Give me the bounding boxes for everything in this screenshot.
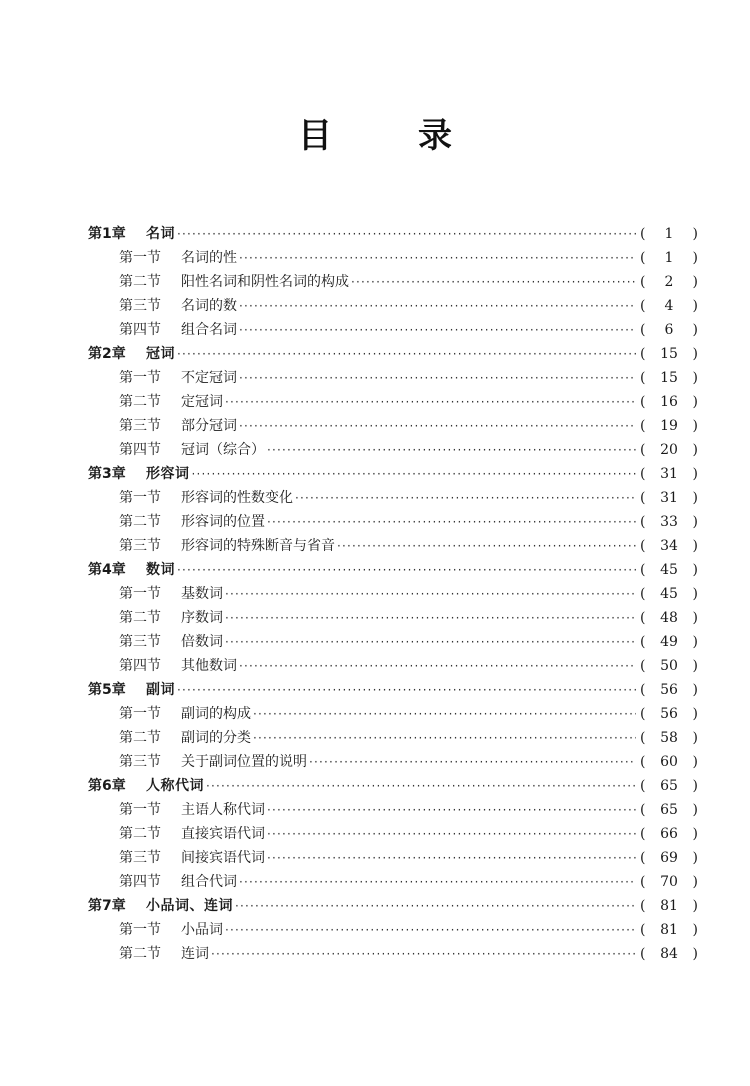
page-number-value: 31	[660, 490, 678, 506]
section-title: 定冠词	[181, 394, 223, 410]
page-number-value: 50	[660, 658, 678, 674]
chapter-title: 数词	[146, 562, 175, 578]
toc-section-row	[0, 630, 750, 654]
page-number: ( 31 )	[640, 486, 698, 510]
section-title: 组合代词	[181, 874, 237, 890]
dot-leader	[239, 366, 636, 390]
section-title: 阳性名词和阴性名词的构成	[181, 274, 349, 290]
page-number: ( 15 )	[640, 366, 698, 390]
toc-section-row	[0, 918, 750, 942]
page-number: ( 19 )	[640, 414, 698, 438]
section-title: 直接宾语代词	[181, 826, 265, 842]
section-number: 第三节	[119, 850, 161, 866]
section-number: 第二节	[119, 946, 161, 962]
section-number: 第一节	[119, 802, 161, 818]
dot-leader	[206, 774, 636, 798]
section-number: 第三节	[119, 754, 161, 770]
page-number-value: 65	[660, 778, 678, 794]
section-title: 间接宾语代词	[181, 850, 265, 866]
section-number: 第二节	[119, 514, 161, 530]
section-title: 序数词	[181, 610, 223, 626]
chapter-number: 第1章	[88, 226, 126, 242]
dot-leader	[225, 390, 636, 414]
section-number: 第一节	[119, 370, 161, 386]
section-title: 名词的性	[181, 250, 237, 266]
section-title: 连词	[181, 946, 209, 962]
section-number: 第四节	[119, 874, 161, 890]
toc-section-row	[0, 606, 750, 630]
page-number-value: 81	[660, 898, 678, 914]
dot-leader	[239, 294, 636, 318]
section-title: 冠词（综合）	[181, 442, 265, 458]
toc-chapter-row	[0, 678, 750, 702]
toc-chapter-row	[0, 774, 750, 798]
page-number-value: 4	[664, 298, 674, 314]
dot-leader	[177, 558, 636, 582]
page-number: ( 84 )	[640, 942, 698, 966]
page-number-value: 65	[660, 802, 678, 818]
page-number: ( 4 )	[640, 294, 698, 318]
page-number-value: 69	[660, 850, 678, 866]
section-title: 不定冠词	[181, 370, 237, 386]
section-number: 第二节	[119, 274, 161, 290]
page-number: ( 15 )	[640, 342, 698, 366]
dot-leader	[337, 534, 636, 558]
toc-section-row	[0, 534, 750, 558]
page-number-value: 1	[664, 226, 674, 242]
dot-leader	[225, 630, 636, 654]
page-number: ( 56 )	[640, 678, 698, 702]
page-number: ( 56 )	[640, 702, 698, 726]
page-number: ( 65 )	[640, 774, 698, 798]
dot-leader	[267, 798, 636, 822]
dot-leader	[239, 318, 636, 342]
dot-leader	[211, 942, 636, 966]
toc-chapter-row	[0, 558, 750, 582]
section-number: 第一节	[119, 922, 161, 938]
toc-section-row	[0, 294, 750, 318]
page-number: ( 45 )	[640, 558, 698, 582]
toc-section-row	[0, 846, 750, 870]
page-number-value: 15	[660, 370, 678, 386]
chapter-number: 第6章	[88, 778, 126, 794]
section-title: 形容词的特殊断音与省音	[181, 538, 335, 554]
section-title: 其他数词	[181, 658, 237, 674]
section-title: 副词的构成	[181, 706, 251, 722]
page-number-value: 56	[660, 706, 678, 722]
page-number-value: 20	[660, 442, 678, 458]
chapter-title: 副词	[146, 682, 175, 698]
toc-section-row	[0, 822, 750, 846]
page-number: ( 1 )	[640, 222, 698, 246]
page-number: ( 33 )	[640, 510, 698, 534]
section-number: 第三节	[119, 418, 161, 434]
chapter-title: 小品词、连词	[146, 898, 233, 914]
page-number: ( 50 )	[640, 654, 698, 678]
page-number: ( 45 )	[640, 582, 698, 606]
page-number: ( 31 )	[640, 462, 698, 486]
section-number: 第四节	[119, 322, 161, 338]
toc-section-row	[0, 702, 750, 726]
dot-leader	[253, 726, 636, 750]
section-title: 副词的分类	[181, 730, 251, 746]
chapter-number: 第4章	[88, 562, 126, 578]
section-number: 第一节	[119, 586, 161, 602]
chapter-title: 冠词	[146, 346, 175, 362]
page-number: ( 58 )	[640, 726, 698, 750]
toc-section-row	[0, 414, 750, 438]
page-number: ( 20 )	[640, 438, 698, 462]
section-title: 形容词的位置	[181, 514, 265, 530]
toc-section-row	[0, 438, 750, 462]
toc-chapter-row	[0, 222, 750, 246]
dot-leader	[177, 342, 636, 366]
section-title: 组合名词	[181, 322, 237, 338]
page-number-value: 56	[660, 682, 678, 698]
section-number: 第三节	[119, 538, 161, 554]
page-number: ( 60 )	[640, 750, 698, 774]
section-number: 第四节	[119, 442, 161, 458]
section-number: 第二节	[119, 826, 161, 842]
section-number: 第二节	[119, 610, 161, 626]
page-number-value: 2	[664, 274, 674, 290]
dot-leader	[225, 606, 636, 630]
section-title: 关于副词位置的说明	[181, 754, 307, 770]
toc-section-row	[0, 366, 750, 390]
dot-leader	[267, 846, 636, 870]
page-number-value: 66	[660, 826, 678, 842]
toc-section-row	[0, 582, 750, 606]
toc-section-row	[0, 942, 750, 966]
toc-section-row	[0, 798, 750, 822]
dot-leader	[267, 438, 636, 462]
page-number: ( 65 )	[640, 798, 698, 822]
page-number: ( 66 )	[640, 822, 698, 846]
chapter-title: 人称代词	[146, 778, 204, 794]
page-number-value: 19	[660, 418, 678, 434]
page-number-value: 34	[660, 538, 678, 554]
page-number-value: 6	[664, 322, 674, 338]
dot-leader	[267, 510, 636, 534]
toc-chapter-row	[0, 462, 750, 486]
page-number: ( 48 )	[640, 606, 698, 630]
page-number-value: 33	[660, 514, 678, 530]
section-number: 第四节	[119, 658, 161, 674]
page-number-value: 45	[660, 586, 678, 602]
chapter-number: 第2章	[88, 346, 126, 362]
page-number-value: 60	[660, 754, 678, 770]
toc-chapter-row	[0, 342, 750, 366]
section-title: 基数词	[181, 586, 223, 602]
dot-leader	[239, 654, 636, 678]
page-number-value: 1	[664, 250, 674, 266]
section-title: 形容词的性数变化	[181, 490, 293, 506]
page-number: ( 6 )	[640, 318, 698, 342]
chapter-title: 名词	[146, 226, 175, 242]
section-number: 第三节	[119, 298, 161, 314]
page-number-value: 58	[660, 730, 678, 746]
chapter-number: 第7章	[88, 898, 126, 914]
toc-section-row	[0, 510, 750, 534]
section-title: 倍数词	[181, 634, 223, 650]
section-number: 第三节	[119, 634, 161, 650]
page-number: ( 70 )	[640, 870, 698, 894]
chapter-title: 形容词	[146, 466, 190, 482]
page-number-value: 70	[660, 874, 678, 890]
dot-leader	[253, 702, 636, 726]
dot-leader	[225, 582, 636, 606]
section-title: 名词的数	[181, 298, 237, 314]
toc-section-row	[0, 390, 750, 414]
dot-leader	[177, 678, 636, 702]
page-number: ( 81 )	[640, 918, 698, 942]
dot-leader	[235, 894, 636, 918]
toc-section-row	[0, 726, 750, 750]
toc-section-row	[0, 318, 750, 342]
section-number: 第一节	[119, 706, 161, 722]
page-number: ( 34 )	[640, 534, 698, 558]
section-number: 第一节	[119, 250, 161, 266]
chapter-number: 第3章	[88, 466, 126, 482]
toc-chapter-row	[0, 894, 750, 918]
page-number: ( 49 )	[640, 630, 698, 654]
dot-leader	[295, 486, 636, 510]
toc-section-row	[0, 486, 750, 510]
page-number-value: 81	[660, 922, 678, 938]
dot-leader	[239, 414, 636, 438]
page-number-value: 15	[660, 346, 678, 362]
toc-section-row	[0, 270, 750, 294]
section-title: 小品词	[181, 922, 223, 938]
dot-leader	[177, 222, 636, 246]
dot-leader	[309, 750, 636, 774]
toc-section-row	[0, 654, 750, 678]
toc-section-row	[0, 246, 750, 270]
page-number-value: 45	[660, 562, 678, 578]
chapter-number: 第5章	[88, 682, 126, 698]
page-number: ( 1 )	[640, 246, 698, 270]
section-title: 主语人称代词	[181, 802, 265, 818]
page-title: 目 录	[298, 116, 478, 156]
page-number-value: 48	[660, 610, 678, 626]
section-number: 第一节	[119, 490, 161, 506]
section-title: 部分冠词	[181, 418, 237, 434]
page-number-value: 49	[660, 634, 678, 650]
dot-leader	[192, 462, 637, 486]
page-number-value: 84	[660, 946, 678, 962]
toc-section-row	[0, 750, 750, 774]
page-number: ( 16 )	[640, 390, 698, 414]
page-number-value: 16	[660, 394, 678, 410]
section-number: 第二节	[119, 394, 161, 410]
dot-leader	[267, 822, 636, 846]
dot-leader	[351, 270, 636, 294]
page-number-value: 31	[660, 466, 678, 482]
page-number: ( 81 )	[640, 894, 698, 918]
dot-leader	[225, 918, 636, 942]
page-number: ( 69 )	[640, 846, 698, 870]
dot-leader	[239, 870, 636, 894]
section-number: 第二节	[119, 730, 161, 746]
table-of-contents	[0, 222, 750, 966]
page-number: ( 2 )	[640, 270, 698, 294]
dot-leader	[239, 246, 636, 270]
toc-section-row	[0, 870, 750, 894]
